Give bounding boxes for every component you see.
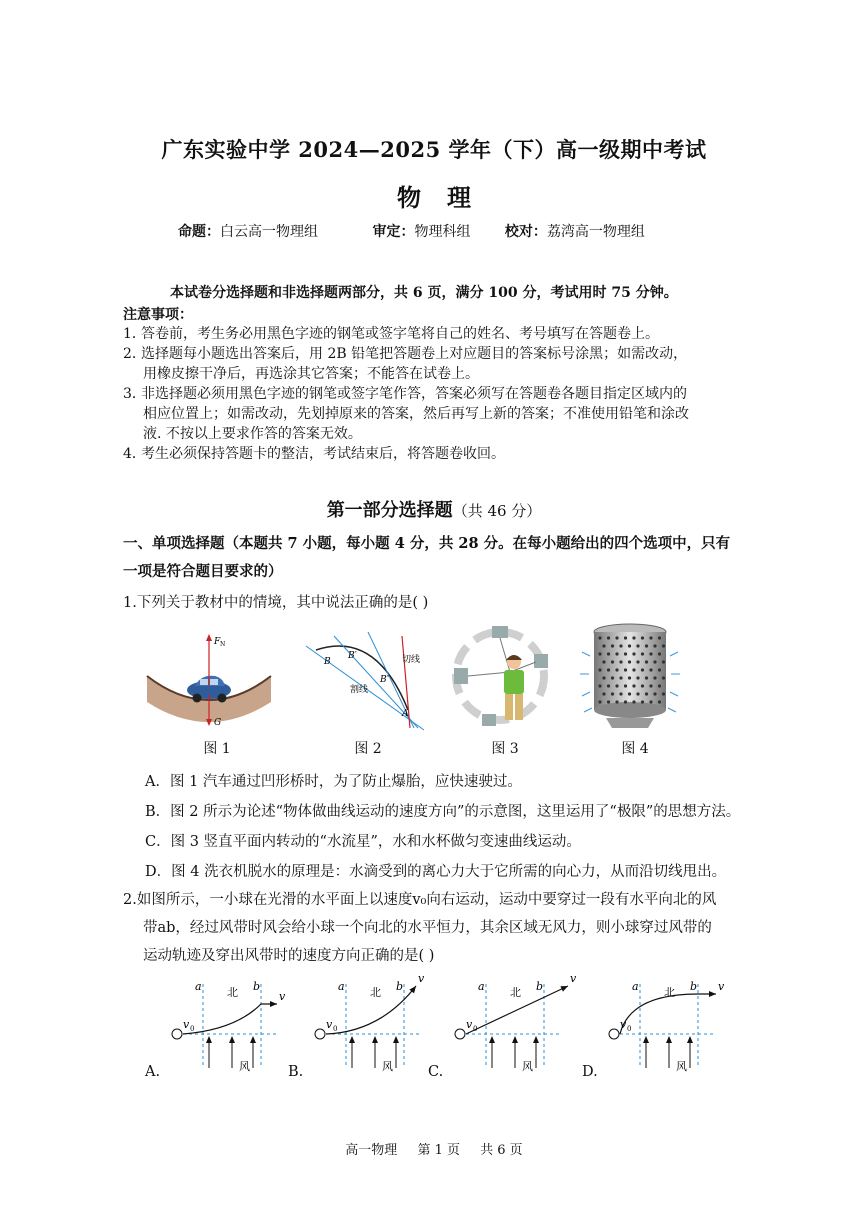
footer-subject: 高一物理 [345,1143,398,1158]
label-b: B [324,657,331,667]
footer-page: 第 1 页 [417,1143,460,1158]
label-v0: v [620,1018,627,1031]
meta-key-setter: 命题： [178,224,220,240]
label-b: b [690,980,698,993]
label-v0-sub: 0 [627,1025,632,1033]
notes-heading: 注意事项： [123,307,193,323]
q2-stem-line: 2.如图所示，一小球在光滑的水平面上以速度v₀向右运动，运动中要穿过一段有水平向北的风 [123,892,717,908]
label-north: 北 [664,986,675,999]
label-v0: v [183,1018,190,1031]
meta-value-reviewer: 物理科组 [414,224,471,240]
footer-total: 共 6 页 [480,1143,523,1158]
note-line: 选择题每小题选出答案后，用 2B 铅笔把答题卷上对应题目的答案标号涂黑；如需改动， [141,346,688,362]
note-line: 相应位置上；如需改动，先划掉原来的答案，然后再写上新的答案；不准使用铅笔和涂改 [143,406,689,422]
label-secant: 割线 [350,685,369,695]
label-a: a [338,980,345,993]
velocity-arrowhead [560,983,569,991]
bucket-icon [492,626,508,638]
q1-option-c: C．图 3 竖直平面内转动的“水流星”，水和水杯做匀变速曲线运动。 [145,834,581,850]
q2-diagram-c [428,972,577,1084]
label-v0: v [326,1018,333,1031]
exam-meta [178,221,645,241]
label-wind: 风 [239,1060,250,1073]
label-wind: 风 [382,1060,393,1073]
figure-3-caption: 图 3 [491,741,519,757]
section1-heading [123,530,763,586]
label-north: 北 [227,986,238,999]
velocity-arrowhead [709,991,716,997]
note-number: 2． [123,346,146,362]
meta-key-reviewer: 审定： [372,224,415,240]
note-line: 非选择题必须用黑色字迹的钢笔或签字笔作答，答案必须写在答题卷各题目指定区域内的 [141,386,687,402]
label-tangent: 切线 [402,655,421,665]
person-icon [504,655,524,720]
q2-stem-line: 运动轨迹及穿出风带时的速度方向正确的是( ) [143,948,435,964]
exam-title: 广东实验中学 2024—2025 学年（下）高一级期中考试 [161,137,707,162]
section1-line: 一项是符合题目要求的） [123,563,283,580]
label-v0-sub: 0 [190,1025,195,1033]
label-a: a [195,980,202,993]
part1-title-text: 第一部分选择题 [326,500,453,521]
velocity-arrowhead [270,1001,277,1007]
q1-option-b: B．图 2 所示为论述“物体做曲线运动的速度方向”的示意图，这里运用了“极限”的思想方法。 [145,804,741,820]
label-b: b [396,980,404,993]
label-v: v [418,972,425,985]
figure-1-concave-bridge [145,632,273,732]
label-v: v [718,980,725,993]
label-a: a [632,980,639,993]
q2-option-b: B. [288,1064,304,1080]
figure-4-washer-drum [578,622,682,730]
trajectory-line [620,994,716,1034]
note-number: 4． [123,446,146,462]
q2-option-a: A. [145,1064,161,1080]
q2-option-c: C. [428,1064,444,1080]
q1-option-a: A．图 1 汽车通过凹形桥时，为了防止爆胎，应快速驶过。 [145,774,522,790]
figure-4-caption: 图 4 [621,741,649,757]
label-fn-sub: N [220,641,226,648]
q1-stem: 1.下列关于教材中的情境，其中说法正确的是( ) [123,595,429,611]
q2-diagram-b [288,974,428,1084]
q2-diagram-a [145,974,285,1084]
q1-option-d: D．图 4 洗衣机脱水的原理是：水滴受到的离心力大于它所需的向心力，从而沿切线甩出。 [145,864,727,880]
note-line: 答卷前，考生务必用黑色字迹的钢笔或签字笔将自己的姓名、考号填写在答题卷上。 [141,326,659,342]
label-v: v [570,972,577,985]
note-item [123,384,753,444]
figure-1-caption: 图 1 [203,741,231,757]
label-b: b [253,980,261,993]
q2-diagram-d [582,974,725,1084]
label-g: G [214,718,222,728]
label-wind: 风 [676,1060,687,1073]
figure-3-water-meteor [452,624,548,730]
page-footer [0,1139,868,1158]
section1-line: 一、单项选择题（本题共 7 小题，每小题 4 分，共 28 分。在每小题给出的四个选项中，只有 [123,535,731,552]
bucket-icon [482,714,496,726]
label-b-prime: B′ [348,651,357,661]
part1-title [0,496,868,522]
q2-stem [123,886,763,970]
figure-2-caption: 图 2 [354,741,382,757]
part1-score: （共 46 分） [452,502,542,520]
exam-intro: 本试卷分选择题和非选择题两部分，共 6 页，满分 100 分，考试用时 75 分钟。 [170,285,678,301]
note-line: 液. 不按以上要求作答的答案无效。 [143,426,362,442]
bucket-icon [454,668,468,684]
label-v0-sub: 0 [333,1025,338,1033]
note-number: 1． [123,326,146,342]
figure-2-tangent-secant [306,630,436,730]
label-v0: v [466,1018,473,1031]
note-line: 考生必须保持答题卡的整洁，考试结束后，将答题卷收回。 [141,446,505,462]
note-item [123,444,753,464]
label-b-double-prime: B″ [380,675,390,685]
label-fn: F [214,637,221,647]
note-item [123,344,753,384]
label-wind: 风 [522,1060,533,1073]
subject-title: 物理 [397,183,497,212]
label-north: 北 [510,986,521,999]
note-number: 3． [123,386,146,402]
q2-option-d: D. [582,1064,598,1080]
label-a: A [402,709,409,719]
trajectory-line [183,1004,277,1034]
label-v: v [279,990,286,1003]
label-v0-sub: 0 [473,1025,478,1033]
label-b: b [536,980,544,993]
bucket-icon [534,654,548,668]
meta-key-proofreader: 校对： [504,224,547,240]
meta-value-setter: 白云高一物理组 [220,224,318,240]
q2-stem-line: 带ab，经过风带时风会给小球一个向北的水平恒力，其余区域无风力，则小球穿过风带的 [143,920,712,936]
label-a: a [478,980,485,993]
meta-value-proofreader: 荔湾高一物理组 [546,224,645,240]
label-north: 北 [370,986,381,999]
note-line: 用橡皮擦干净后，再选涂其它答案；不能答在试卷上。 [143,366,479,382]
note-item [123,324,753,344]
